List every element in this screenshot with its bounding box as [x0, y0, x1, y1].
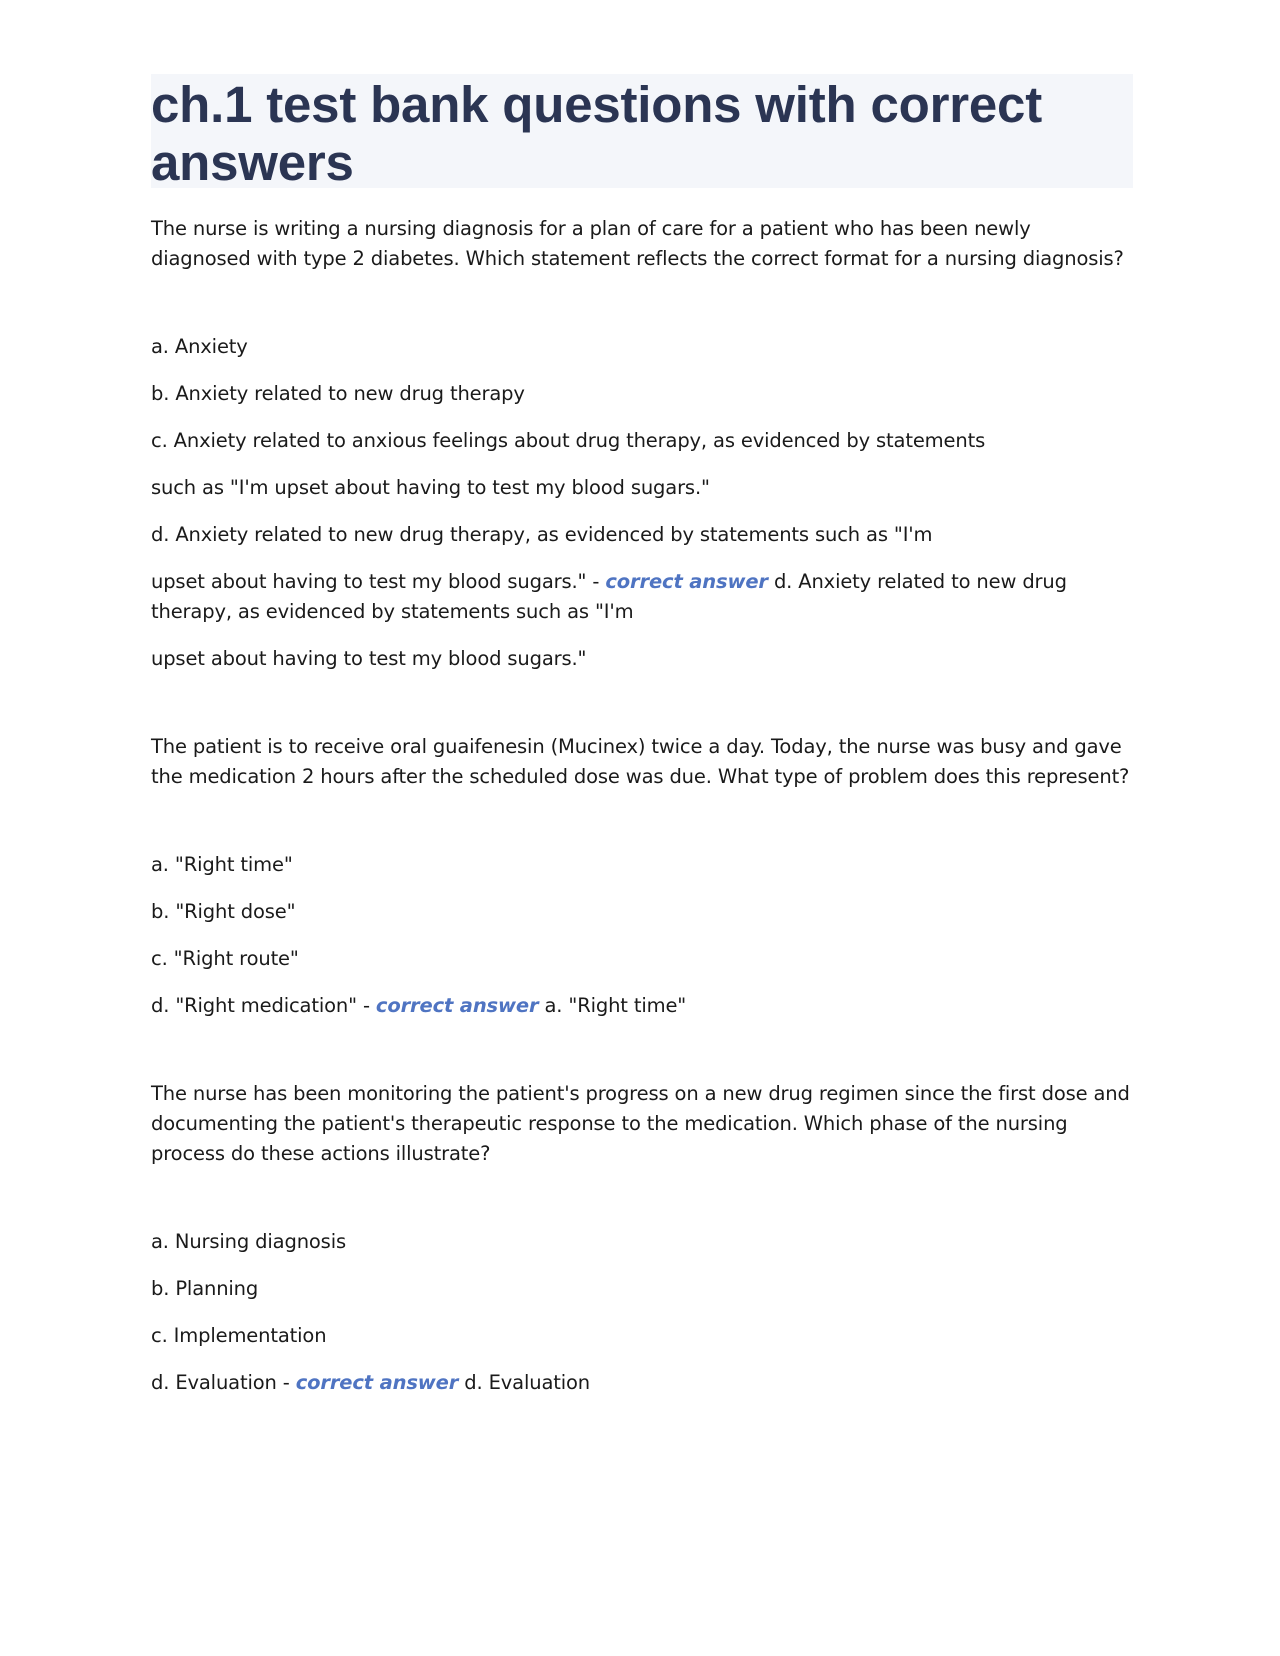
question-3-stem: The nurse has been monitoring the patient's progress on a new drug regimen since the first dose and documenting the patient's therapeutic response to the medication. Which phase of the nursing process do these actions illustrate?	[151, 1082, 1130, 1165]
answer-text: a. "Right time"	[544, 994, 687, 1017]
question-1-answer-line	[151, 567, 1133, 627]
question-2-stem: The patient is to receive oral guaifenesin (Mucinex) twice a day. Today, the nurse was busy and gave the medication 2 hours after the scheduled dose was due. What type of problem does this represent?	[151, 735, 1130, 788]
question-1-option: d. Anxiety related to new drug therapy, as evidenced by statements such as "I'm	[151, 523, 933, 546]
question-1-option-continued: such as "I'm upset about having to test my blood sugars."	[151, 476, 710, 499]
question-3-answer-line	[151, 1368, 1133, 1398]
answer-prefix: d. Evaluation -	[151, 1371, 290, 1394]
correct-answer-label: correct answer	[605, 570, 768, 593]
question-1-stem: The nurse is writing a nursing diagnosis for a plan of care for a patient who has been newly diagnosed with type 2 diabetes. Which statement reflects the correct format for a nursing diagnosis?	[151, 217, 1124, 270]
title-banner	[151, 74, 1133, 191]
question-2-option: a. "Right time"	[151, 853, 293, 876]
question-1-option: c. Anxiety related to anxious feelings about drug therapy, as evidenced by statements	[151, 429, 986, 452]
document-page	[151, 74, 1133, 1398]
answer-text: d. Anxiety related to new drug therapy, as evidenced by statements such as "I'm	[151, 570, 1067, 623]
answer-text: d. Evaluation	[464, 1371, 590, 1394]
answer-prefix: d. "Right medication" -	[151, 994, 370, 1017]
question-3-option: c. Implementation	[151, 1324, 327, 1347]
answer-prefix: upset about having to test my blood sugars." -	[151, 570, 600, 593]
page-title: ch.1 test bank questions with correct answers	[151, 76, 1042, 191]
question-1-option: a. Anxiety	[151, 335, 248, 358]
question-3-option: a. Nursing diagnosis	[151, 1230, 346, 1253]
correct-answer-label: correct answer	[295, 1371, 459, 1394]
question-1-option: b. Anxiety related to new drug therapy	[151, 382, 525, 405]
question-2-answer-line	[151, 991, 1133, 1021]
question-2-option: b. "Right dose"	[151, 900, 296, 923]
question-2-option: c. "Right route"	[151, 947, 299, 970]
question-3-option: b. Planning	[151, 1277, 259, 1300]
correct-answer-label: correct answer	[375, 994, 539, 1017]
question-1-answer-continued: upset about having to test my blood sugars."	[151, 647, 587, 670]
